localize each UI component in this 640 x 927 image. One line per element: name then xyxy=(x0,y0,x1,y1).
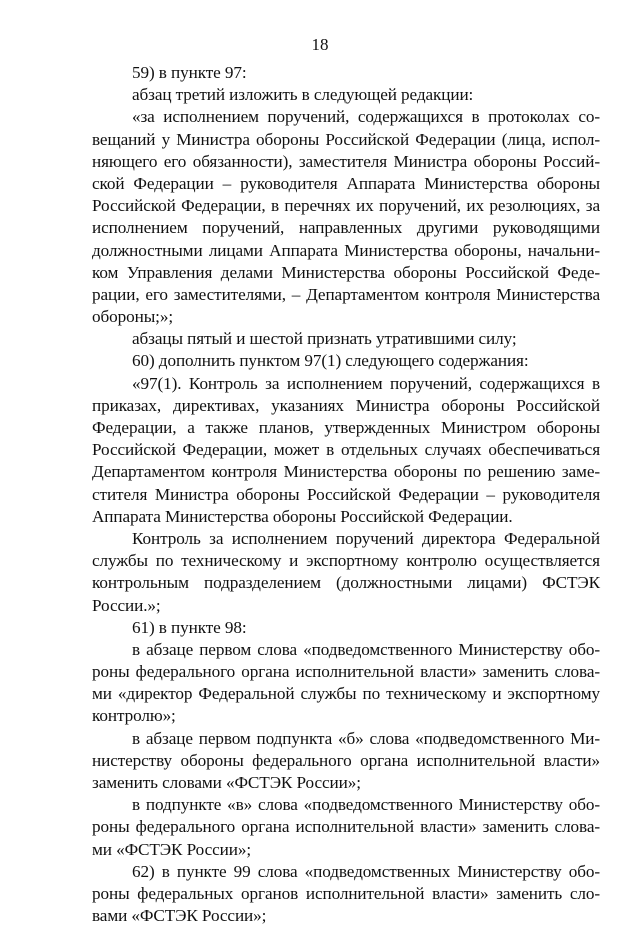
text-line: контрольным подразделением (должностными лицами) ФСТЭК xyxy=(92,573,600,593)
text-line: рации, его заместителями, – Департаментом контроля Министерства xyxy=(92,284,600,304)
text-line: контролю»; xyxy=(92,706,176,726)
text-line: вещаний у Министра обороны Российской Федерации (лица, испол- xyxy=(92,129,600,149)
text-line: исполнением поручений, направленных другими руководящими xyxy=(92,218,600,238)
text-line: 59) в пункте 97: xyxy=(132,63,247,82)
text-line: Федерации, а также планов, утвержденных Министром обороны xyxy=(92,418,600,437)
text-line: роны федерального органа исполнительной власти» заменить слова- xyxy=(92,662,600,682)
text-line: заменить словами «ФСТЭК России»; xyxy=(92,773,361,792)
text-line: нистерству обороны федерального органа исполнительной власти» xyxy=(92,750,600,770)
text-line: в подпункте «в» слова «подведомственного Министерству обо- xyxy=(132,795,600,815)
text-line: обороны;»; xyxy=(92,307,174,327)
document-body xyxy=(92,62,600,927)
text-line: в абзаце первом слова «подведомственного Министерству обо- xyxy=(132,639,600,659)
text-line: 60) дополнить пунктом 97(1) следующего содержания: xyxy=(132,351,529,371)
text-line: абзацы пятый и шестой признать утратившими силу; xyxy=(132,329,517,349)
text-line: ми «директор Федеральной службы по техническому и экспортному xyxy=(92,684,600,704)
text-line: Аппарата Министерства обороны Российской Федерации. xyxy=(92,506,513,526)
text-line: роны федеральных органов исполнительной власти» заменить сло- xyxy=(92,883,600,903)
text-line: службы по техническому и экспортному контролю осуществляется xyxy=(92,551,600,571)
text-line: Российской Федерации, в перечнях их поручений, их резолюциях, за xyxy=(92,196,600,216)
page-number: 18 xyxy=(311,35,329,54)
text-line: в абзаце первом подпункта «б» слова «подведомственного Ми- xyxy=(132,728,600,748)
text-line: ской Федерации – руководителя Аппарата Министерства обороны xyxy=(92,173,600,193)
text-line: вами «ФСТЭК России»; xyxy=(92,906,267,926)
text-line: стителя Министра обороны Российской Федерации – руководителя xyxy=(92,484,600,504)
text-line: «за исполнением поручений, содержащихся в протоколах со- xyxy=(132,107,600,127)
text-line: няющего его обязанности), заместителя Министра обороны Россий- xyxy=(92,151,600,171)
text-line: России.»; xyxy=(92,595,161,615)
text-line: ком Управления делами Министерства обороны Российской Феде- xyxy=(92,262,600,282)
text-line: приказах, директивах, указаниях Министра обороны Российской xyxy=(92,395,600,415)
text-line: абзац третий изложить в следующей редакции: xyxy=(132,85,474,105)
text-line: 62) в пункте 99 слова «подведомственных Министерству обо- xyxy=(132,861,600,881)
text-line: «97(1). Контроль за исполнением поручений, содержащихся в xyxy=(132,373,600,393)
text-line: роны федерального органа исполнительной власти» заменить слова- xyxy=(92,817,600,837)
text-line: Контроль за исполнением поручений директора Федеральной xyxy=(132,528,600,548)
text-line: 61) в пункте 98: xyxy=(132,617,247,637)
text-line: Российской Федерации, может в отдельных случаях обеспечиваться xyxy=(92,440,600,460)
text-line: ми «ФСТЭК России»; xyxy=(92,839,251,859)
text-line: Департаментом контроля Министерства обороны по решению заме- xyxy=(92,462,600,482)
text-line: должностными лицами Аппарата Министерства обороны, начальни- xyxy=(92,240,600,260)
